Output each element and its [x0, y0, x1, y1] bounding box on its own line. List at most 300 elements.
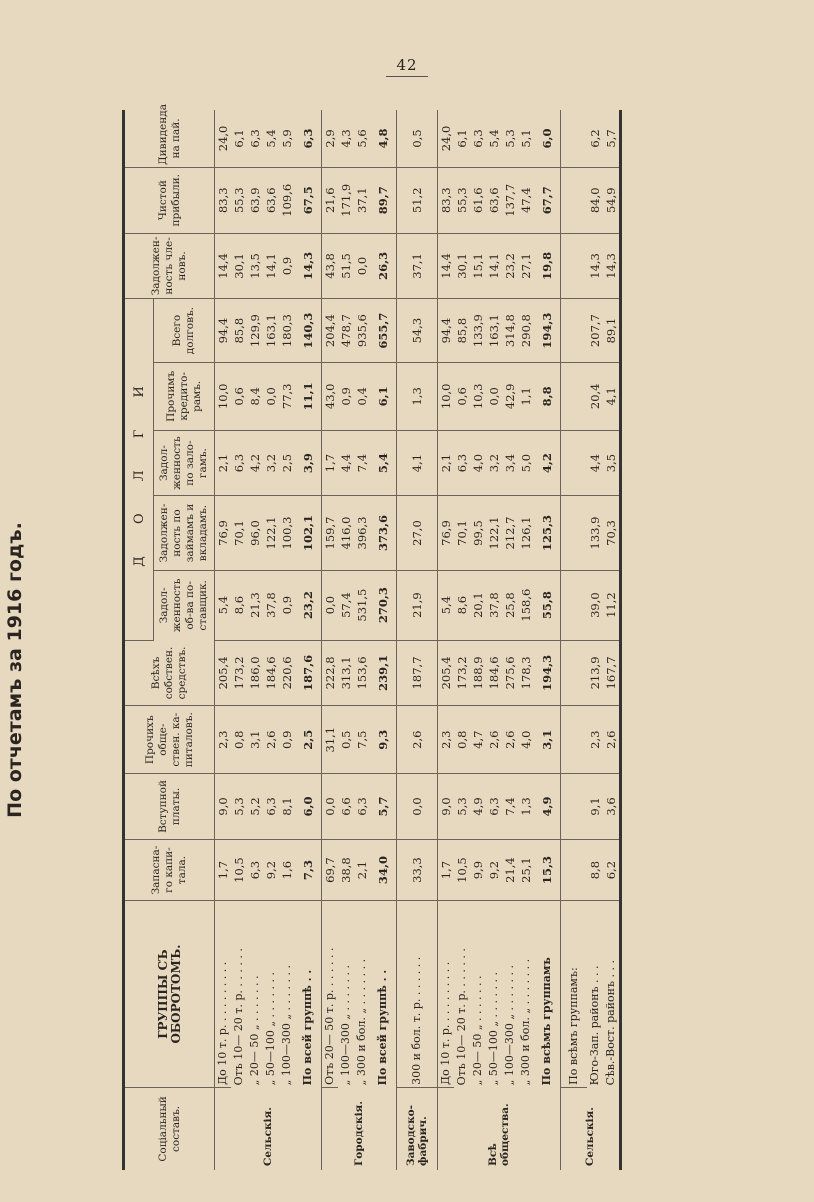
cell-value: 109,6 [279, 167, 295, 233]
cell-value: 0,5 [338, 706, 354, 774]
cell-value: 31,1 [322, 706, 339, 774]
section-label: Городскія. [322, 1087, 397, 1170]
cell-value: 1,3 [518, 774, 534, 840]
cell-value: 133,9 [587, 496, 603, 570]
cell-value [561, 774, 588, 840]
cell-value: 5,4 [215, 570, 232, 640]
cell-value: 935,6 [354, 299, 370, 363]
cell-value: 173,2 [454, 640, 470, 706]
cell-value: 30,1 [454, 233, 470, 299]
cell-value: 10,5 [454, 839, 470, 900]
cell-value: 27,1 [518, 233, 534, 299]
col-vstupnoy: Вступной платы. [124, 774, 215, 840]
cell-value: 184,6 [486, 640, 502, 706]
cell-value: 14,3 [587, 233, 603, 299]
cell-value: 2,3 [438, 706, 455, 774]
row-label: До 10 т. р. . . . . . . . . . [215, 901, 232, 1088]
cell-value: 6,3 [470, 110, 486, 167]
row-label: Отъ 20— 50 т. р. . . . . . . [322, 901, 339, 1088]
cell-value: 184,6 [263, 640, 279, 706]
cell-value [561, 167, 588, 233]
cell-value: 76,9 [215, 496, 232, 570]
cell-value: 0,6 [231, 362, 247, 430]
cell-value: 54,3 [397, 299, 438, 363]
cell-value: 6,3 [354, 774, 370, 840]
cell-value: 153,6 [354, 640, 370, 706]
table-row [263, 110, 279, 1170]
cell-value: 1,3 [397, 362, 438, 430]
cell-value: 9,0 [215, 774, 232, 840]
cell-value: 2,6 [502, 706, 518, 774]
cell-value: 373,6 [370, 496, 397, 570]
section-label: Всѣ общества. [438, 1087, 561, 1170]
section-label: Сельскія. [561, 1087, 621, 1170]
cell-value: 8,8 [534, 362, 561, 430]
col-zadolzh-postav: Задол-женность об-ва по-ставщик. [154, 570, 215, 640]
cell-value: 20,1 [470, 570, 486, 640]
cell-value: 0,4 [354, 362, 370, 430]
cell-value: 2,6 [486, 706, 502, 774]
cell-value: 0,5 [397, 110, 438, 167]
cell-value: 47,4 [518, 167, 534, 233]
cell-value: 9,2 [263, 839, 279, 900]
cell-value: 6,3 [247, 839, 263, 900]
table-row [338, 110, 354, 1170]
cell-value: 70,1 [231, 496, 247, 570]
cell-value: 2,6 [263, 706, 279, 774]
cell-value: 122,1 [486, 496, 502, 570]
cell-value: 2,3 [215, 706, 232, 774]
table-row [518, 110, 534, 1170]
cell-value: 4,3 [338, 110, 354, 167]
cell-value: 3,2 [486, 430, 502, 496]
rotated-table-page [4, 104, 772, 1170]
cell-value: 5,3 [502, 110, 518, 167]
cell-value: 180,3 [279, 299, 295, 363]
cell-value: 61,6 [470, 167, 486, 233]
cell-value: 9,9 [470, 839, 486, 900]
cell-value: 10,5 [231, 839, 247, 900]
cell-value: 2,6 [397, 706, 438, 774]
cell-value: 6,3 [295, 110, 322, 167]
cell-value: 1,7 [322, 430, 339, 496]
cell-value: 85,8 [231, 299, 247, 363]
cell-value [561, 640, 588, 706]
cell-value: 37,8 [486, 570, 502, 640]
cell-value: 5,0 [518, 430, 534, 496]
cell-value [561, 839, 588, 900]
cell-value: 6,1 [454, 110, 470, 167]
cell-value: 194,3 [534, 640, 561, 706]
cell-value [561, 496, 588, 570]
total-row [295, 110, 322, 1170]
cell-value: 5,7 [370, 774, 397, 840]
row-label: „ 300 и бол. „ . . . . . . . [519, 958, 532, 1086]
cell-value: 6,2 [603, 839, 621, 900]
cell-value: 205,4 [438, 640, 455, 706]
cell-value: 100,3 [279, 496, 295, 570]
cell-value: 26,3 [370, 233, 397, 299]
table-row [247, 110, 263, 1170]
cell-value: 4,0 [518, 706, 534, 774]
row-label: „ 300 и бол. „ . . . . . . . [355, 958, 368, 1086]
cell-value: 19,8 [534, 233, 561, 299]
cell-value: 54,9 [603, 167, 621, 233]
cell-value: 5,4 [263, 110, 279, 167]
cell-value: 122,1 [263, 496, 279, 570]
cell-value: 14,1 [486, 233, 502, 299]
cell-value: 89,7 [370, 167, 397, 233]
row-label: По всей группѣ . . [370, 901, 397, 1088]
cell-value: 43,0 [322, 362, 339, 430]
cell-value: 6,1 [370, 362, 397, 430]
cell-value: 10,0 [215, 362, 232, 430]
cell-value: 9,2 [486, 839, 502, 900]
row-label: „ 50—100 „ . . . . . . . [264, 971, 277, 1086]
cell-value: 14,3 [603, 233, 621, 299]
cell-value: 194,3 [534, 299, 561, 363]
row-label: „ 100—300 „ . . . . . . . [339, 964, 352, 1086]
col-prochikh: Прочихъ обще-ствен. ка-питаловъ. [124, 706, 215, 774]
cell-value [561, 430, 588, 496]
cell-value: 11,2 [603, 570, 621, 640]
cell-value: 2,9 [322, 110, 339, 167]
cell-value: 0,8 [231, 706, 247, 774]
cell-value: 39,0 [587, 570, 603, 640]
cell-value: 21,4 [502, 839, 518, 900]
col-dividend: Дивиденда на пай. [124, 110, 215, 167]
cell-value: 4,0 [470, 430, 486, 496]
table-row [502, 110, 518, 1170]
cell-value: 187,6 [295, 640, 322, 706]
total-row [370, 110, 397, 1170]
cell-value: 23,2 [502, 233, 518, 299]
cell-value: 85,8 [454, 299, 470, 363]
cell-value: 5,4 [370, 430, 397, 496]
cell-value: 158,6 [518, 570, 534, 640]
cell-value: 655,7 [370, 299, 397, 363]
cell-value: 70,1 [454, 496, 470, 570]
cell-value: 5,3 [454, 774, 470, 840]
cell-value: 83,3 [438, 167, 455, 233]
col-vsekh: Всѣхъ собствен. средствъ. [124, 640, 215, 706]
cell-value: 290,8 [518, 299, 534, 363]
cell-value: 10,3 [470, 362, 486, 430]
cell-value: 0,9 [279, 570, 295, 640]
cell-value: 5,6 [354, 110, 370, 167]
cell-value: 21,3 [247, 570, 263, 640]
cell-value: 10,0 [438, 362, 455, 430]
cell-value: 5,9 [279, 110, 295, 167]
cell-value: 25,1 [518, 839, 534, 900]
page-number: 42 [396, 56, 418, 74]
cell-value: 67,5 [295, 167, 322, 233]
row-label: „ 20— 50 „ . . . . . . . [471, 975, 484, 1086]
cell-value: 8,8 [587, 839, 603, 900]
cell-value: 9,1 [587, 774, 603, 840]
row-label: Сѣв.-Вост. районъ . . . [603, 901, 621, 1088]
data-table [122, 104, 622, 1170]
cell-value: 126,1 [518, 496, 534, 570]
cell-value: 5,1 [518, 110, 534, 167]
cell-value: 14,1 [263, 233, 279, 299]
cell-value: 25,8 [502, 570, 518, 640]
cell-value: 3,1 [534, 706, 561, 774]
cell-value: 7,3 [295, 839, 322, 900]
cell-value: 8,6 [231, 570, 247, 640]
section-label: Сельскія. [215, 1087, 322, 1170]
cell-value: 76,9 [438, 496, 455, 570]
col-zapasny: Запасна-го капи-тала. [124, 839, 215, 900]
col-prochim-kred: Прочимъ кредито-рамъ. [154, 362, 215, 430]
cell-value: 6,2 [587, 110, 603, 167]
cell-value: 37,1 [397, 233, 438, 299]
cell-value: 270,3 [370, 570, 397, 640]
row-label: 300 и бол. т. р. . . . . . . [397, 901, 438, 1088]
cell-value: 13,5 [247, 233, 263, 299]
cell-value: 23,2 [295, 570, 322, 640]
subheading-row [561, 110, 588, 1170]
cell-value: 140,3 [295, 299, 322, 363]
cell-value: 0,9 [279, 233, 295, 299]
col-zadolzh-zalog: Задол-женность по зало-гамъ. [154, 430, 215, 496]
cell-value: 220,6 [279, 640, 295, 706]
cell-value: 3,5 [603, 430, 621, 496]
cell-value: 94,4 [215, 299, 232, 363]
cell-value: 0,0 [354, 233, 370, 299]
col-vsego-dolgov: Всего долговъ. [154, 299, 215, 363]
cell-value: 163,1 [263, 299, 279, 363]
cell-value [561, 362, 588, 430]
cell-value: 6,6 [338, 774, 354, 840]
row-label: „ 20— 50 „ . . . . . . . [248, 975, 261, 1086]
cell-value: 3,4 [502, 430, 518, 496]
cell-value: 6,3 [247, 110, 263, 167]
cell-value: 55,3 [231, 167, 247, 233]
cell-value: 51,2 [397, 167, 438, 233]
row-label: „ 100—300 „ . . . . . . . [280, 964, 293, 1086]
cell-value: 84,0 [587, 167, 603, 233]
cell-value: 2,1 [215, 430, 232, 496]
col-zadolzh-zaimam: Задолжен-ность по займамъ и вкладамъ. [154, 496, 215, 570]
section-label: Заводско-фабрич. [397, 1087, 438, 1170]
cell-value: 2,1 [354, 839, 370, 900]
cell-value: 77,3 [279, 362, 295, 430]
cell-value: 38,8 [338, 839, 354, 900]
cell-value: 171,9 [338, 167, 354, 233]
cell-value: 30,1 [231, 233, 247, 299]
page-number-rule [386, 76, 428, 77]
cell-value: 5,7 [603, 110, 621, 167]
cell-value: 1,6 [279, 839, 295, 900]
cell-value: 4,8 [370, 110, 397, 167]
cell-value: 69,7 [322, 839, 339, 900]
cell-value: 222,8 [322, 640, 339, 706]
table-row [438, 110, 455, 1170]
cell-value: 24,0 [215, 110, 232, 167]
cell-value: 6,1 [231, 110, 247, 167]
cell-value: 204,4 [322, 299, 339, 363]
cell-value: 173,2 [231, 640, 247, 706]
cell-value: 4,1 [603, 362, 621, 430]
cell-value: 239,1 [370, 640, 397, 706]
cell-value: 4,1 [397, 430, 438, 496]
cell-value: 178,3 [518, 640, 534, 706]
col-social: Соціальный составъ. [124, 1087, 215, 1170]
cell-value: 3,1 [247, 706, 263, 774]
cell-value: 137,7 [502, 167, 518, 233]
cell-value: 0,0 [263, 362, 279, 430]
cell-value: 94,4 [438, 299, 455, 363]
table-row [486, 110, 502, 1170]
cell-value: 0,0 [322, 774, 339, 840]
col-dolgi-banner: Д О Л Г И [124, 299, 154, 640]
cell-value: 2,5 [279, 430, 295, 496]
cell-value: 7,4 [354, 430, 370, 496]
cell-value: 2,6 [603, 706, 621, 774]
cell-value: 4,2 [534, 430, 561, 496]
cell-value: 6,3 [231, 430, 247, 496]
cell-value: 21,6 [322, 167, 339, 233]
table-row [322, 110, 339, 1170]
cell-value: 9,0 [438, 774, 455, 840]
cell-value: 99,5 [470, 496, 486, 570]
table-row [215, 110, 232, 1170]
cell-value: 8,6 [454, 570, 470, 640]
cell-value: 6,0 [295, 774, 322, 840]
cell-value: 0,9 [279, 706, 295, 774]
cell-value: 4,9 [534, 774, 561, 840]
cell-value: 8,4 [247, 362, 263, 430]
cell-value: 15,1 [470, 233, 486, 299]
cell-value: 4,7 [470, 706, 486, 774]
cell-value: 20,4 [587, 362, 603, 430]
cell-value: 5,3 [231, 774, 247, 840]
cell-value: 63,6 [263, 167, 279, 233]
cell-value [561, 706, 588, 774]
row-label: „ 100—300 „ . . . . . . . [503, 964, 516, 1086]
cell-value: 6,3 [263, 774, 279, 840]
cell-value: 167,7 [603, 640, 621, 706]
row-label: До 10 т. р. . . . . . . . . . [438, 901, 455, 1088]
cell-value: 102,1 [295, 496, 322, 570]
cell-value: 163,1 [486, 299, 502, 363]
cell-value: 0,9 [338, 362, 354, 430]
cell-value: 14,4 [215, 233, 232, 299]
table-row [279, 110, 295, 1170]
table-row [231, 110, 247, 1170]
table-row [587, 110, 603, 1170]
cell-value: 70,3 [603, 496, 621, 570]
cell-value: 1,7 [215, 839, 232, 900]
cell-value [561, 570, 588, 640]
cell-value: 187,7 [397, 640, 438, 706]
cell-value: 2,5 [295, 706, 322, 774]
cell-value: 396,3 [354, 496, 370, 570]
cell-value: 0,0 [397, 774, 438, 840]
cell-value: 213,9 [587, 640, 603, 706]
cell-value: 21,9 [397, 570, 438, 640]
cell-value: 27,0 [397, 496, 438, 570]
cell-value: 14,3 [295, 233, 322, 299]
cell-value [561, 299, 588, 363]
cell-value: 5,4 [486, 110, 502, 167]
table-row [354, 110, 370, 1170]
table-row [603, 110, 621, 1170]
cell-value: 5,2 [247, 774, 263, 840]
cell-value: 478,7 [338, 299, 354, 363]
cell-value: 15,3 [534, 839, 561, 900]
cell-value: 83,3 [215, 167, 232, 233]
cell-value: 4,4 [338, 430, 354, 496]
col-groups: ГРУППЫ СЪ ОБОРОТОМЪ. [124, 901, 215, 1088]
row-label: По всѣмъ группамъ: [561, 901, 588, 1088]
row-label: Отъ 10— 20 т. р. . . . . . . [232, 948, 245, 1086]
col-zadolzh-chlenov: Задолжен-ность чле-новъ. [124, 233, 215, 299]
cell-value: 531,5 [354, 570, 370, 640]
cell-value: 133,9 [470, 299, 486, 363]
cell-value: 159,7 [322, 496, 339, 570]
table-body [215, 110, 621, 1170]
cell-value: 3,6 [603, 774, 621, 840]
cell-value: 0,8 [454, 706, 470, 774]
cell-value: 63,9 [247, 167, 263, 233]
cell-value: 7,5 [354, 706, 370, 774]
cell-value: 43,8 [322, 233, 339, 299]
cell-value: 1,7 [438, 839, 455, 900]
cell-value: 37,1 [354, 167, 370, 233]
col-pribyl: Чистой прибыли. [124, 167, 215, 233]
cell-value: 7,4 [502, 774, 518, 840]
cell-value: 55,3 [454, 167, 470, 233]
cell-value: 37,8 [263, 570, 279, 640]
cell-value: 416,0 [338, 496, 354, 570]
cell-value: 96,0 [247, 496, 263, 570]
cell-value: 89,1 [603, 299, 621, 363]
cell-value: 8,1 [279, 774, 295, 840]
cell-value: 51,5 [338, 233, 354, 299]
cell-value: 314,8 [502, 299, 518, 363]
cell-value: 14,4 [438, 233, 455, 299]
cell-value: 4,9 [470, 774, 486, 840]
table-subtitle: По отчетамъ за 1916 годъ. [4, 522, 26, 818]
cell-value: 57,4 [338, 570, 354, 640]
table-row [470, 110, 486, 1170]
cell-value: 5,4 [438, 570, 455, 640]
cell-value: 0,0 [322, 570, 339, 640]
cell-value: 1,1 [518, 362, 534, 430]
cell-value: 125,3 [534, 496, 561, 570]
cell-value: 129,9 [247, 299, 263, 363]
cell-value: 275,6 [502, 640, 518, 706]
cell-value: 9,3 [370, 706, 397, 774]
cell-value: 24,0 [438, 110, 455, 167]
cell-value: 207,7 [587, 299, 603, 363]
cell-value: 55,8 [534, 570, 561, 640]
cell-value: 11,1 [295, 362, 322, 430]
cell-value: 6,3 [486, 774, 502, 840]
cell-value: 212,7 [502, 496, 518, 570]
cell-value: 63,6 [486, 167, 502, 233]
cell-value: 4,2 [247, 430, 263, 496]
cell-value: 0,6 [454, 362, 470, 430]
cell-value: 0,0 [486, 362, 502, 430]
cell-value: 3,2 [263, 430, 279, 496]
cell-value: 33,3 [397, 839, 438, 900]
cell-value: 188,9 [470, 640, 486, 706]
cell-value: 6,3 [454, 430, 470, 496]
cell-value: 186,0 [247, 640, 263, 706]
